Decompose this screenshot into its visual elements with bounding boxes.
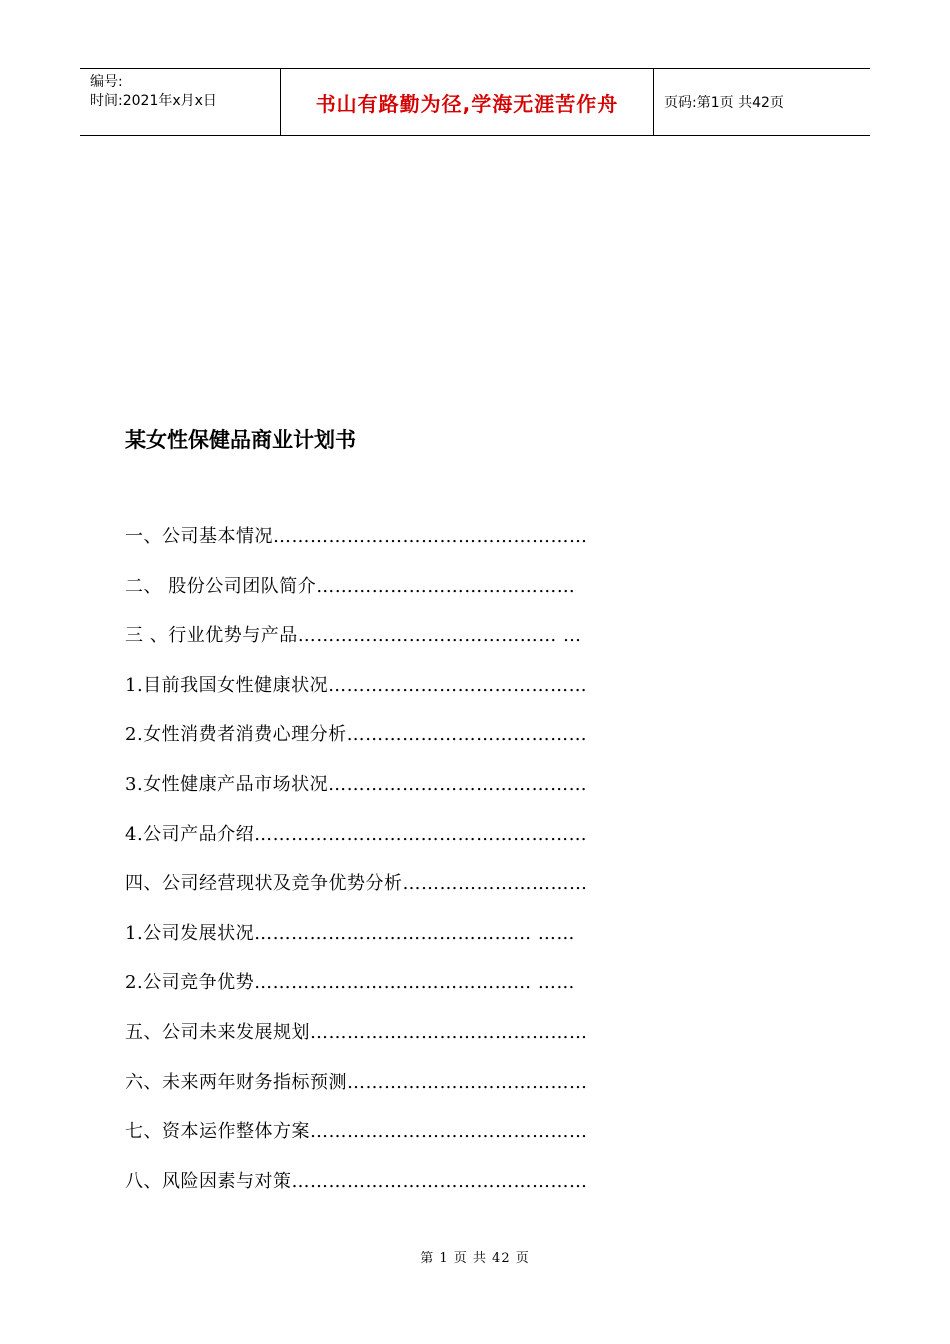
header-meta: [80, 69, 281, 135]
document-number-label: 编号:: [90, 74, 123, 90]
toc-item: 1.公司发展状况……………………………………… ……: [125, 922, 575, 944]
toc-item: 4.公司产品介绍………………………………………………: [125, 823, 588, 845]
toc-item: 2.公司竞争优势……………………………………… ……: [125, 972, 575, 994]
page-footer: 第 1 页 共 42 页: [420, 1251, 530, 1266]
header-motto: 书山有路勤为径,学海无涯苦作舟: [281, 69, 654, 135]
toc-item: 七、资本运作整体方案………………………………………: [125, 1121, 588, 1143]
toc-item: 六、未来两年财务指标预测…………………………………: [125, 1071, 588, 1093]
toc-item: 二、 股份公司团队简介……………………………………: [125, 575, 576, 597]
document-title: 某女性保健品商业计划书: [125, 428, 356, 452]
page-header: [80, 68, 870, 136]
table-of-contents: [125, 522, 725, 1216]
toc-item: 1.目前我国女性健康状况……………………………………: [125, 674, 588, 696]
document-time-label: 时间:2021年x月x日: [90, 93, 217, 109]
toc-item: 五、公司未来发展规划………………………………………: [125, 1021, 588, 1043]
toc-item: 一、公司基本情况……………………………………………: [125, 526, 588, 547]
toc-item: 四、公司经营现状及竞争优势分析…………………………: [125, 873, 588, 895]
toc-item: 2.女性消费者消费心理分析…………………………………: [125, 724, 588, 746]
header-page-info: 页码:第1页 共42页: [664, 95, 784, 111]
toc-item: 八、风险因素与对策…………………………………………: [125, 1170, 588, 1192]
toc-item: 三 、行业优势与产品…………………………………… …: [125, 625, 582, 647]
toc-item: 3.女性健康产品市场状况……………………………………: [125, 773, 588, 795]
